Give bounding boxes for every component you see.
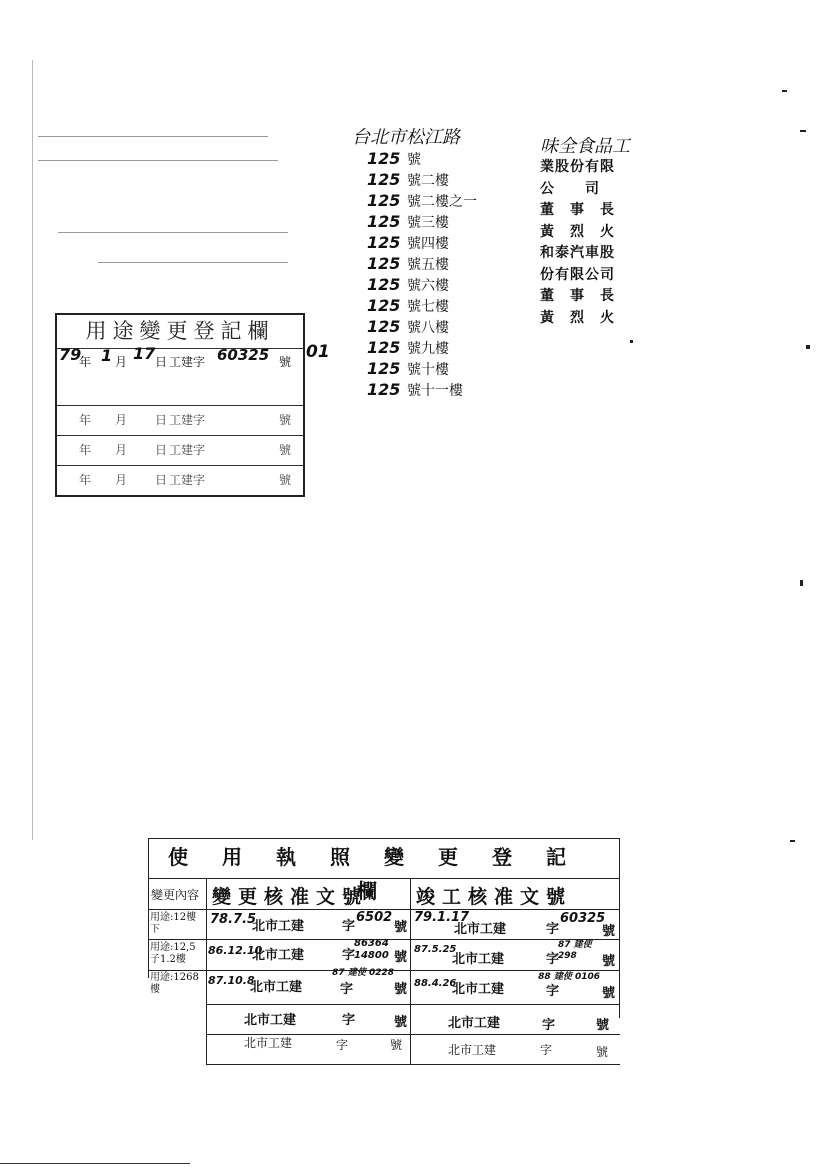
completion-char: 字 <box>546 984 560 999</box>
address-item: 125 號十一樓 <box>367 380 463 399</box>
license-change-table <box>148 838 620 1068</box>
change-number: 87 建使 0228 <box>332 968 394 978</box>
row-year-label: 年 <box>79 355 92 369</box>
footer-rule <box>0 1163 190 1164</box>
use-change-title: 用途變更登記欄 <box>85 319 275 343</box>
completion-office: 北市工建 <box>448 1016 501 1031</box>
completion-char: 字 <box>546 952 560 967</box>
row-day: 17 <box>133 344 156 363</box>
scan-speck <box>806 345 810 349</box>
change-office: 北市工建 <box>252 919 305 934</box>
row-content: 用途:1268樓 <box>150 972 199 995</box>
completion-date: 79.1.17 <box>414 910 470 925</box>
license-change-title: 使用執照變更登記欄 <box>168 845 600 903</box>
address-item: 125 號六樓 <box>367 275 449 294</box>
row-month-label: 月 <box>115 443 128 457</box>
row-month-label: 月 <box>115 355 128 369</box>
completion-suffix: 號 <box>602 954 616 969</box>
change-number: 86364 14800 <box>354 938 389 961</box>
change-char: 字 <box>336 1038 349 1052</box>
row-number: 60325 <box>217 346 270 364</box>
change-office: 北市工建 <box>252 948 305 963</box>
owner-item: 和泰汽車股 <box>540 245 615 261</box>
row-suffix: 號 <box>279 355 292 369</box>
row-year-label: 年 <box>79 413 92 427</box>
address-item: 125 號九樓 <box>367 338 449 357</box>
owner-heading: 味全食品工 <box>540 136 630 157</box>
change-suffix: 號 <box>394 982 408 997</box>
address-item: 125 號八樓 <box>367 317 449 336</box>
scan-speck <box>800 130 806 132</box>
completion-char: 字 <box>542 1018 556 1033</box>
row-month: 1 <box>101 346 113 365</box>
address-heading: 台北市松江路 <box>352 127 460 148</box>
row-day-label: 日 <box>155 473 168 487</box>
use-change-record-box <box>55 313 305 497</box>
completion-number: 88 建使 0106 <box>538 972 600 982</box>
change-office: 北市工建 <box>244 1036 293 1050</box>
use-change-row <box>57 465 303 492</box>
address-item: 125 號三樓 <box>367 212 449 231</box>
change-char: 字 <box>340 982 354 997</box>
completion-number: 87 建使 298 <box>558 940 592 961</box>
address-item: 125 號七樓 <box>367 296 449 315</box>
row-suffix: 號 <box>279 413 292 427</box>
address-item: 125 號五樓 <box>367 254 449 273</box>
use-change-row <box>57 344 303 373</box>
row-content: 用途:12樓下 <box>150 912 197 935</box>
address-list <box>367 148 477 400</box>
row-office: 工建字 <box>169 443 206 457</box>
address-item: 125 號二樓之一 <box>367 191 477 210</box>
owner-item: 黃 烈 火 <box>540 223 615 240</box>
scan-speck <box>630 340 633 343</box>
change-suffix: 號 <box>390 1038 403 1052</box>
scan-speck <box>790 840 795 842</box>
row-suffix: 號 <box>279 443 292 457</box>
address-item: 125 號二樓 <box>367 170 449 189</box>
completion-office: 北市工建 <box>454 922 507 937</box>
row-month-label: 月 <box>115 473 128 487</box>
completion-office: 北市工建 <box>448 1043 497 1057</box>
change-date: 86.12.10 <box>208 944 263 957</box>
completion-suffix: 號 <box>596 1018 610 1033</box>
completion-date: 87.5.25 <box>414 944 457 955</box>
change-char: 字 <box>342 948 356 963</box>
change-suffix: 號 <box>394 920 408 935</box>
owner-item: 董 事 長 <box>540 288 615 304</box>
address-item: 125 號十樓 <box>367 359 449 378</box>
completion-number: 60325 <box>560 911 606 926</box>
completion-date: 88.4.26 <box>414 978 457 989</box>
owner-item: 董 事 長 <box>540 202 615 218</box>
completion-suffix: 號 <box>596 1045 609 1059</box>
completion-char: 字 <box>540 1043 553 1057</box>
completion-office: 北市工建 <box>452 982 505 997</box>
col-header-content: 變更內容 <box>151 888 200 902</box>
completion-suffix: 號 <box>602 924 616 939</box>
col-header-completion: 竣工核准文號 <box>416 886 573 908</box>
change-office: 北市工建 <box>244 1013 297 1028</box>
row-year-label: 年 <box>79 443 92 457</box>
completion-char: 字 <box>546 922 560 937</box>
use-change-row <box>57 435 303 462</box>
scan-edge-line <box>32 60 33 840</box>
owner-item: 業股份有限 <box>540 159 615 175</box>
col-header-change: 變更核准文號 <box>212 886 369 908</box>
row-office: 工建字 <box>169 413 206 427</box>
row-content: 用途:12,5子1.2樓 <box>150 942 196 965</box>
scan-speck <box>782 90 787 92</box>
owner-item: 份有限公司 <box>540 266 615 283</box>
owner-item: 黃 烈 火 <box>540 309 615 326</box>
row-month-label: 月 <box>115 413 128 427</box>
row-office: 工建字 <box>169 355 206 369</box>
row-office: 工建字 <box>169 473 206 487</box>
row-day-label: 日 <box>155 413 168 427</box>
address-item: 125 號 <box>367 149 421 168</box>
address-item: 125 號四樓 <box>367 233 449 252</box>
completion-office: 北市工建 <box>452 952 505 967</box>
change-suffix: 號 <box>394 1015 408 1030</box>
use-change-annotation: 01 <box>306 342 330 362</box>
change-suffix: 號 <box>394 950 408 965</box>
completion-suffix: 號 <box>602 986 616 1001</box>
row-year-label: 年 <box>79 473 92 487</box>
row-suffix: 號 <box>279 473 292 487</box>
use-change-row <box>57 405 303 432</box>
change-number: 6502 <box>356 910 393 925</box>
change-date: 87.10.8 <box>208 974 255 987</box>
change-char: 字 <box>342 1013 356 1028</box>
row-day-label: 日 <box>155 355 168 369</box>
change-office: 北市工建 <box>250 980 303 995</box>
row-year: 79 <box>59 345 82 364</box>
change-char: 字 <box>342 919 356 934</box>
scan-speck <box>800 580 803 586</box>
row-day-label: 日 <box>155 443 168 457</box>
owner-list <box>540 157 615 329</box>
change-date: 78.7.5 <box>210 912 257 927</box>
faded-stamp-area <box>38 112 300 288</box>
owner-item: 公 司 <box>540 180 600 197</box>
